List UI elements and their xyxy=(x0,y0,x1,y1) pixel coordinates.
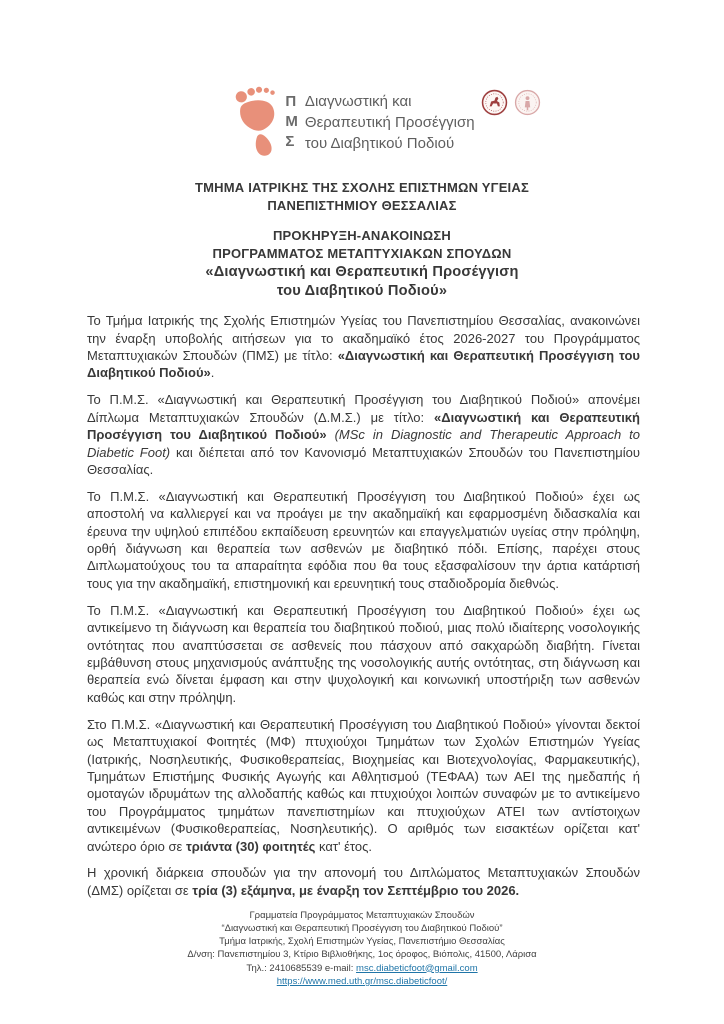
logo-title-line: Διαγνωστική και xyxy=(304,93,412,110)
footer-line xyxy=(0,935,724,948)
text-run: Γραμματεία Προγράμματος Μεταπτυχιακών Σπουδών xyxy=(249,909,475,921)
program-logo xyxy=(26,86,724,160)
text-run: Το Π.Μ.Σ. «Διαγνωστική και Θεραπευτική Προσέγγιση του Διαβητικού Ποδιού» έχει ως αποστολή να καλλιεργεί και να προάγει με την ακαδημαϊκή και εφαρμοσμένη διδασκαλία και έρευνα την υψηλού επιπέδου εκπαίδευση ερευνητών και επαγγελματιών υγείας στην πρόληψη, ορθή διάγνωση και θεραπεία των ασθενών με διαβητικό πόδι. Επίσης, παρέχει στους Διπλωματούχους του τα απαραίτητα εφόδια που θα τους εξασφαλίσουν την άρτια κατάρτισή τους για την ακαδημαϊκή, επιστημονική και ερευνητική τους σταδιοδρομία διεθνώς. xyxy=(87,488,640,591)
text-run: και διέπεται από τον Κανονισμό Μεταπτυχιακών Σπουδών του Πανεπιστημίου Θεσσαλίας. xyxy=(87,444,641,477)
text-run: Το Π.Μ.Σ. «Διαγνωστική και Θεραπευτική Προσέγγιση του Διαβητικού Ποδιού» έχει ως αντικείμενο τη διάγνωση και θεραπεία του διαβητικού ποδιού, μιας πολύ ιδιαίτερης νοσολογικής οντότητας που αναπτύσσεται σε ασθενείς που πάσχουν από σακχαρώδη διαβήτη. Γίνεται εμβάθυνση στους μηχανισμούς ανάπτυξης της νοσολογικής αυτής οντότητας, στη διάγνωση και θεραπεία ενώ δίνεται έμφαση και στην ψυχολογική και κοινωνική υποστήριξη των ασθενών καθώς και στην πρόληψη. xyxy=(87,602,640,705)
text-run: Δ/νση: Πανεπιστημίου 3, Κτίριο Βιβλιοθήκης, 1ος όροφος, Βιόπολις, 41500, Λάρισα xyxy=(187,949,537,961)
logo-title-line: Θεραπευτική Προσέγγιση xyxy=(304,114,475,131)
text-run: Στο Π.Μ.Σ. «Διαγνωστική και Θεραπευτική Προσέγγιση του Διαβητικού Ποδιού» γίνονται δεκτοί ως Μεταπτυχιακοί Φοιτητές (ΜΦ) πτυχιούχοι Τμημάτων των Σχολών Επιστημών Υγείας (Ιατρικής, Νοσηλευτικής, Φυσικοθεραπείας, Βιοχημείας και Βιοτεχνολογίας, Φαρμακευτικής), Τμημάτων Επιστήμης Φυσικής Αγωγής και Αθλητισμού (ΤΕΦΑΑ) των ΑΕΙ της ημεδαπής ή ομοταγών ιδρυμάτων της αλλοδαπής καθώς και πτυχιούχοι λοιπών συναφών με το αντικείμενο του Προγράμματος τμημάτων πανεπιστημίων και πτυχιούχων ΑΤΕΙ των αντίστοιχων αντικειμένων (Φυσικοθεραπείας, Νοσηλευτικής). Ο αριθμός των εισακτέων ορίζεται κατ' ανώτερο όριο σε xyxy=(87,716,640,854)
body-paragraph xyxy=(87,312,640,382)
text-run: Η χρονική διάρκεια σπουδών για την απονομή του Διπλώματος Μεταπτυχιακών Σπουδών (ΔΜΣ) ορίζεται σε xyxy=(87,865,640,898)
text-run: «Διαγνωστική και Θεραπευτική Προσέγγιση του Διαβητικού Ποδιού» xyxy=(87,409,640,443)
program-title-line: του Διαβητικού Ποδιού» xyxy=(276,282,448,299)
announcement-line: ΠΡΟΚΗΡΥΞΗ-ΑΝΑΚΟΙΝΩΣΗ xyxy=(272,228,452,243)
pms-letter: Σ xyxy=(285,133,295,150)
footer-line xyxy=(0,922,724,935)
text-run: Τμήμα Ιατρικής, Σχολή Επιστημών Υγείας, Πανεπιστήμιο Θεσσαλίας xyxy=(219,936,505,948)
announcement-line: ΠΡΟΓΡΑΜΜΑΤΟΣ ΜΕΤΑΠΤΥΧΙΑΚΩΝ ΣΠΟΥΔΩΝ xyxy=(212,246,512,261)
footer-link[interactable]: msc.diabeticfoot@gmail.com xyxy=(356,962,478,974)
text-run: . xyxy=(210,365,215,381)
footer-line xyxy=(0,962,724,975)
text-run: Τηλ.: 2410685539 e-mail: xyxy=(246,962,357,974)
university-seal-centaur-icon xyxy=(481,89,508,116)
pms-acronym xyxy=(285,92,298,152)
pms-letter: Π xyxy=(285,93,297,110)
body-paragraph xyxy=(87,864,640,899)
footer-line xyxy=(0,975,724,988)
footprint-logo-icon xyxy=(235,86,281,158)
university-seals xyxy=(481,89,541,116)
text-run xyxy=(327,427,335,442)
pms-letter: Μ xyxy=(285,113,298,130)
body-paragraph xyxy=(87,602,640,706)
department-line: ΤΜΗΜΑ ΙΑΤΡΙΚΗΣ ΤΗΣ ΣΧΟΛΗΣ ΕΠΙΣΤΗΜΩΝ ΥΓΕΙΑΣ xyxy=(195,180,529,195)
document-header xyxy=(0,179,724,300)
text-run: (MSc in Diagnostic and Therapeutic Approach to Diabetic Foot) xyxy=(87,427,640,460)
text-run: κατ' έτος. xyxy=(315,838,372,854)
footer-line xyxy=(0,948,724,961)
body-paragraph xyxy=(87,391,640,478)
document-body xyxy=(87,312,640,899)
university-seal-figure-icon xyxy=(514,89,541,116)
text-run: τρία (3) εξάμηνα, με έναρξη τον Σεπτέμβριο του 2026. xyxy=(192,882,520,898)
body-paragraph xyxy=(87,488,640,592)
contact-footer xyxy=(0,909,724,988)
body-paragraph xyxy=(87,716,640,855)
footer-link[interactable]: https://www.med.uth.gr/msc.diabeticfoot/ xyxy=(276,975,448,987)
program-title-line: «Διαγνωστική και Θεραπευτική Προσέγγιση xyxy=(205,264,519,280)
program-logo-title xyxy=(305,91,475,154)
department-line: ΠΑΝΕΠΙΣΤΗΜΙΟΥ ΘΕΣΣΑΛΙΑΣ xyxy=(267,198,457,213)
text-run: Το Π.Μ.Σ. «Διαγνωστική και Θεραπευτική Προσέγγιση του Διαβητικού Ποδιού» απονέμει Δίπλωμα Μεταπτυχιακών Σπουδών (Δ.Μ.Σ.) με τίτλο: xyxy=(87,392,640,425)
header-spacer xyxy=(0,215,724,227)
text-run: «Διαγνωστική και Θεραπευτική Προσέγγιση του Διαβητικού Ποδιού» xyxy=(87,348,640,381)
text-run: “Διαγνωστική και Θεραπευτική Προσέγγιση του Διαβητικού Ποδιού” xyxy=(221,922,503,934)
footer-line xyxy=(0,909,724,922)
text-run: τριάντα (30) φοιτητές xyxy=(185,838,316,854)
text-run: Το Τμήμα Ιατρικής της Σχολής Επιστημών Υγείας του Πανεπιστημίου Θεσσαλίας, ανακοινώνει την έναρξη υποβολής αιτήσεων για το ακαδημαϊκό έτος 2026-2027 του Προγράμματος Μεταπτυχιακών Σπουδών (ΠΜΣ) με τίτλο: xyxy=(87,313,640,363)
logo-title-line: του Διαβητικού Ποδιού xyxy=(304,135,455,152)
